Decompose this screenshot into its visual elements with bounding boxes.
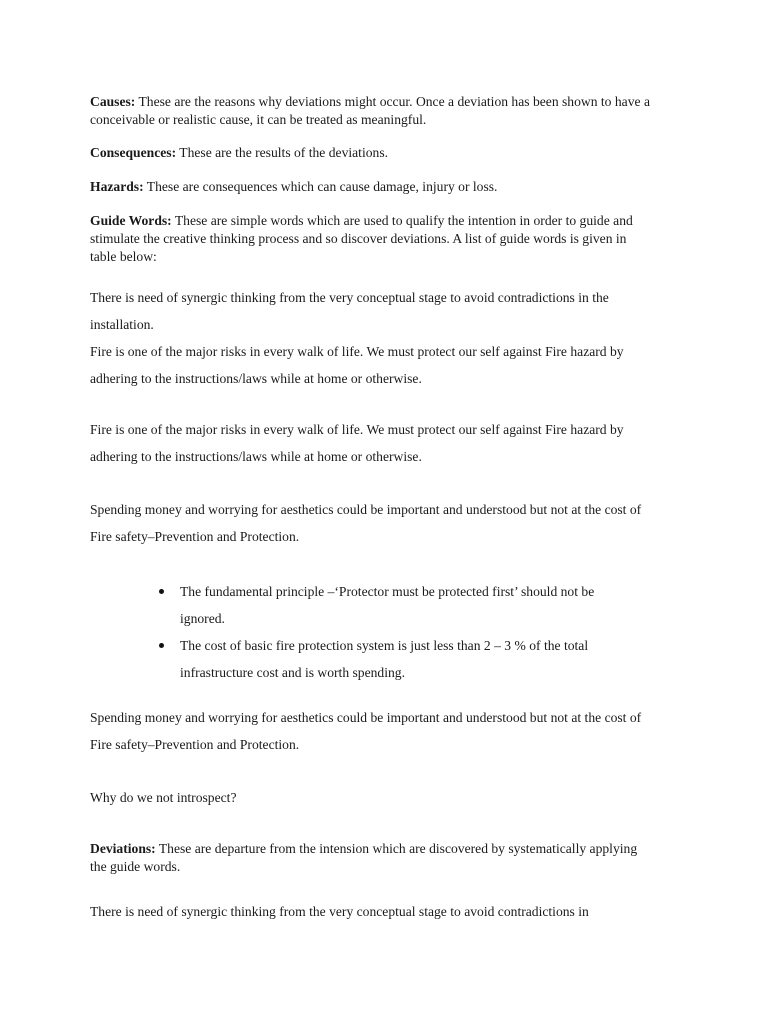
consequences-term: Consequences: [90,145,177,160]
causes-term: Causes: [90,94,136,109]
bullet-dot-icon [159,589,164,594]
fire-paragraph-2: Fire is one of the major risks in every walk of life. We must protect our self against Fire hazard by adhering to the instructions/laws while at home or otherwise. [90,422,624,464]
bullet-text: The cost of basic fire protection system is just less than 2 – 3 % of the total infrastructure cost and is worth spending. [180,638,589,680]
bullet-dot-icon [159,643,164,648]
spending-paragraph-1: Spending money and worrying for aesthetics could be important and understood but not at the cost of Fire safety–Prevention and Protection. [90,502,642,544]
spending-paragraph-2: Spending money and worrying for aesthetics could be important and understood but not at the cost of Fire safety–Prevention and Protection. [90,710,642,752]
synergic-paragraph-2: There is need of synergic thinking from the very conceptual stage to avoid contradictions in [90,904,589,919]
consequences-definition [90,144,650,162]
deviations-text: These are departure from the intension which are discovered by systematically applying the guide words. [90,841,638,874]
bullet-list [90,578,650,686]
deviations-definition [90,840,650,876]
fire-paragraph-1: Fire is one of the major risks in every walk of life. We must protect our self against Fire hazard by adhering to the instructions/laws while at home or otherwise. [90,344,624,386]
deviations-term: Deviations: [90,841,156,856]
bullet-text: The fundamental principle –‘Protector must be protected first’ should not be ignored. [180,584,595,626]
bullet-item [90,578,640,632]
guide-words-definition [90,212,650,266]
guide-words-text: These are simple words which are used to qualify the intention in order to guide and stimulate the creative thinking process and so discover deviations. A list of guide words is given in table below: [90,213,633,264]
synergic-paragraph-1: There is need of synergic thinking from the very conceptual stage to avoid contradictions in the installation. [90,290,609,332]
hazards-text: These are consequences which can cause damage, injury or loss. [146,179,498,194]
causes-definition [90,93,650,129]
guide-words-term: Guide Words: [90,213,172,228]
bullet-item [90,632,640,686]
hazards-term: Hazards: [90,179,144,194]
question-paragraph: Why do we not introspect? [90,790,237,805]
consequences-text: These are the results of the deviations. [179,145,389,160]
hazards-definition [90,178,650,196]
causes-text: These are the reasons why deviations might occur. Once a deviation has been shown to have a conceivable or realistic cause, it can be treated as meaningful. [90,94,650,127]
